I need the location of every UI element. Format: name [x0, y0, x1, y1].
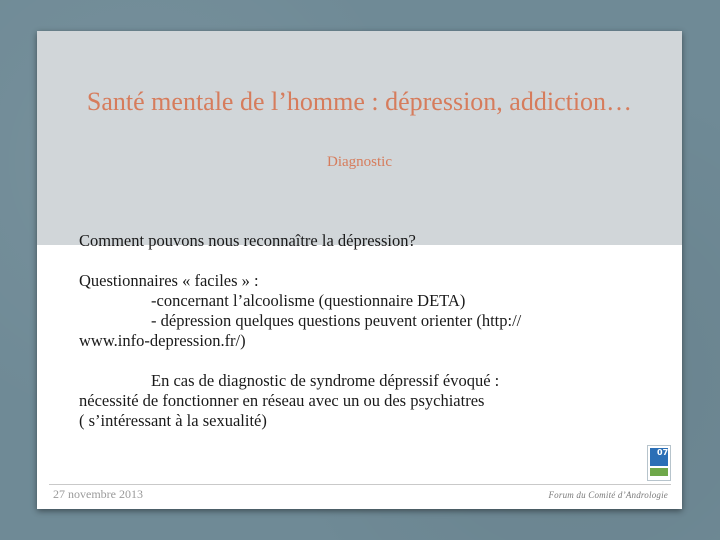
body-line-depression-text: - dépression quelques questions peuvent orienter (http:// [151, 311, 522, 330]
body-line-questionnaires: Questionnaires « faciles » : [79, 271, 259, 290]
body-line-network: nécessité de fonctionner en réseau avec un ou des psychiatres [79, 391, 485, 410]
body-line-depression-url: www.info-depression.fr/) [79, 331, 246, 350]
footer-organization: Forum du Comité d’Andrologie [548, 490, 668, 500]
slide [37, 31, 682, 509]
footer-date: 27 novembre 2013 [53, 487, 143, 501]
body-line-diagnosis [79, 371, 649, 391]
body-line-depression [79, 311, 649, 331]
footer-divider [49, 484, 671, 485]
slide-title: Santé mentale de l’homme : dépression, addiction… [86, 87, 633, 116]
slide-body [79, 231, 649, 431]
body-line-alcohol-text: -concernant l’alcoolisme (questionnaire DETA) [151, 291, 466, 310]
title-band [37, 31, 682, 245]
body-line-alcohol [79, 291, 649, 311]
body-line-diagnosis-text: En cas de diagnostic de syndrome dépressif évoqué : [151, 371, 500, 390]
body-line-question: Comment pouvons nous reconnaître la dépression? [79, 231, 416, 250]
logo-number: 07 [657, 448, 669, 457]
forum-logo-icon [647, 445, 671, 481]
slide-subtitle: Diagnostic [327, 154, 392, 170]
body-line-sexuality: ( s’intéressant à la sexualité) [79, 411, 267, 430]
